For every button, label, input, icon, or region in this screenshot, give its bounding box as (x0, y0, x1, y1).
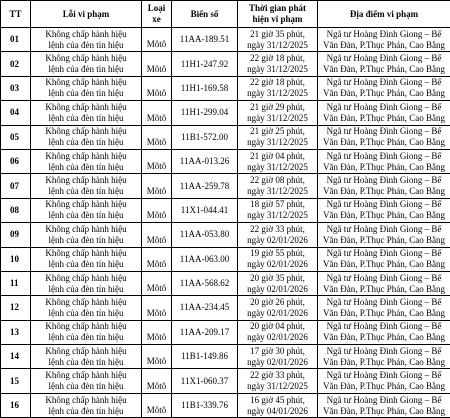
cell-time-line: 20 giờ 26 phút, (250, 296, 305, 307)
cell-location (318, 320, 450, 344)
table-row (1, 369, 450, 393)
cell-plate: 11B1-149.86 (172, 345, 238, 369)
cell-time (238, 369, 318, 393)
cell-plate: 11B1-339.76 (172, 393, 238, 417)
table-row (1, 271, 450, 295)
cell-location-line: Ngã tư Hoàng Đình Giong – Bế (326, 370, 442, 381)
cell-time-line: ngày 31/12/2025 (247, 137, 308, 148)
cell-time-line: ngày 31/12/2025 (247, 112, 308, 123)
cell-location-line: Ngã tư Hoàng Đình Giong – Bế (326, 223, 442, 234)
cell-violation (31, 101, 142, 125)
cell-time-line: ngày 31/12/2025 (247, 381, 308, 392)
header-tt: TT (1, 1, 31, 28)
cell-violation (31, 28, 142, 52)
cell-violation-line: lệnh của đèn tín hiệu (48, 283, 124, 294)
cell-vehicle-type: Môtô (142, 223, 172, 247)
cell-violation-line: Không chấp hành hiệu (45, 126, 127, 137)
header-violation: Lỗi vi phạm (31, 1, 142, 28)
cell-plate: 11AA-063.00 (172, 247, 238, 271)
cell-time-line: ngày 02/01/2026 (247, 356, 308, 367)
cell-vehicle-type: Môtô (142, 320, 172, 344)
cell-time-line: 20 giờ 35 phút, (250, 272, 305, 283)
cell-violation (31, 149, 142, 173)
cell-violation-line: lệnh của đèn tín hiệu (48, 307, 124, 318)
cell-location-line: Văn Đàn, P.Thục Phán, Cao Bằng (323, 356, 445, 367)
cell-time (238, 393, 318, 417)
cell-tt: 03 (1, 76, 31, 100)
cell-vehicle-type: Môtô (142, 28, 172, 52)
cell-plate: 11X1-060.37 (172, 369, 238, 393)
cell-time (238, 345, 318, 369)
cell-location-line: Ngã tư Hoàng Đình Giong – Bế (326, 199, 442, 210)
cell-violation-line: Không chấp hành hiệu (45, 199, 127, 210)
header-time (238, 1, 318, 28)
cell-vehicle-type: Môtô (142, 125, 172, 149)
cell-time-line: 21 giờ 25 phút, (250, 126, 305, 137)
table-header-row (1, 1, 450, 28)
cell-vehicle-type: Môtô (142, 76, 172, 100)
cell-violation-line: lệnh của đèn tín hiệu (48, 39, 124, 50)
cell-violation-line: Không chấp hành hiệu (45, 150, 127, 161)
cell-time (238, 247, 318, 271)
cell-tt: 01 (1, 28, 31, 52)
cell-tt: 13 (1, 320, 31, 344)
cell-time-line: 22 giờ 18 phút, (250, 53, 305, 64)
cell-location-line: Văn Đàn, P.Thục Phán, Cao Bằng (323, 39, 445, 50)
cell-plate: 11H1-247.92 (172, 52, 238, 76)
cell-time-line: 16 giờ 45 phút, (250, 394, 305, 405)
cell-time-line: 18 giờ 57 phút, (250, 199, 305, 210)
cell-violation (31, 247, 142, 271)
cell-plate: 11AA-259.78 (172, 174, 238, 198)
cell-location-line: Ngã tư Hoàng Đình Giong – Bế (326, 53, 442, 64)
header-time-line: Thời gian phát (248, 3, 306, 13)
cell-location (318, 125, 450, 149)
cell-violation-line: lệnh của đèn tín hiệu (48, 112, 124, 123)
table-row (1, 174, 450, 198)
cell-time-line: ngày 02/01/2026 (247, 259, 308, 270)
cell-time (238, 28, 318, 52)
cell-time-line: 22 giờ 33 phút, (250, 370, 305, 381)
cell-violation-line: Không chấp hành hiệu (45, 345, 127, 356)
cell-violation-line: lệnh của đèn tín hiệu (48, 405, 124, 416)
cell-time-line: ngày 31/12/2025 (247, 88, 308, 99)
cell-time-line: 22 giờ 33 phút, (250, 223, 305, 234)
cell-violation-line: lệnh của đèn tín hiệu (48, 64, 124, 75)
cell-location-line: Ngã tư Hoàng Đình Giong – Bế (326, 296, 442, 307)
cell-violation (31, 345, 142, 369)
cell-plate: 11AA-189.51 (172, 28, 238, 52)
cell-violation-line: Không chấp hành hiệu (45, 101, 127, 112)
cell-location (318, 271, 450, 295)
cell-location (318, 393, 450, 417)
cell-time (238, 174, 318, 198)
cell-location (318, 198, 450, 222)
table-row (1, 345, 450, 369)
header-time-line: hiện vi phạm (252, 14, 303, 24)
cell-violation-line: lệnh của đèn tín hiệu (48, 381, 124, 392)
cell-location (318, 76, 450, 100)
cell-violation-line: Không chấp hành hiệu (45, 370, 127, 381)
cell-violation-line: Không chấp hành hiệu (45, 394, 127, 405)
cell-violation-line: Không chấp hành hiệu (45, 175, 127, 186)
cell-violation (31, 52, 142, 76)
cell-location (318, 296, 450, 320)
header-plate: Biển số (172, 1, 238, 28)
cell-location-line: Ngã tư Hoàng Đình Giong – Bế (326, 272, 442, 283)
cell-violation-line: Không chấp hành hiệu (45, 296, 127, 307)
cell-violation-line: Không chấp hành hiệu (45, 223, 127, 234)
cell-tt: 05 (1, 125, 31, 149)
cell-time-line: ngày 31/12/2025 (247, 161, 308, 172)
cell-plate: 11AA-234.45 (172, 296, 238, 320)
cell-tt: 02 (1, 52, 31, 76)
cell-tt: 09 (1, 223, 31, 247)
cell-vehicle-type: Môtô (142, 101, 172, 125)
cell-tt: 16 (1, 393, 31, 417)
cell-time-line: 19 giờ 55 phút, (250, 248, 305, 259)
cell-time (238, 320, 318, 344)
cell-vehicle-type: Môtô (142, 52, 172, 76)
cell-location-line: Ngã tư Hoàng Đình Giong – Bế (326, 248, 442, 259)
cell-location-line: Văn Đàn, P.Thục Phán, Cao Bằng (323, 210, 445, 221)
cell-vehicle-type: Môtô (142, 345, 172, 369)
header-vehicle-type (142, 1, 172, 28)
cell-time-line: ngày 04/01/2026 (247, 405, 308, 416)
cell-location (318, 345, 450, 369)
cell-violation-line: Không chấp hành hiệu (45, 53, 127, 64)
cell-time-line: 22 giờ 18 phút, (250, 77, 305, 88)
cell-vehicle-type: Môtô (142, 174, 172, 198)
table-row (1, 198, 450, 222)
cell-violation-line: lệnh của đèn tín hiệu (48, 88, 124, 99)
cell-time-line: 22 giờ 08 phút, (250, 175, 305, 186)
cell-time-line: ngày 02/01/2026 (247, 332, 308, 343)
cell-tt: 07 (1, 174, 31, 198)
cell-tt: 11 (1, 271, 31, 295)
header-vehicle-type-line: Loại (147, 3, 166, 13)
table-row (1, 296, 450, 320)
table-row (1, 28, 450, 52)
cell-violation-line: Không chấp hành hiệu (45, 248, 127, 259)
cell-time (238, 52, 318, 76)
cell-tt: 04 (1, 101, 31, 125)
cell-location-line: Văn Đàn, P.Thục Phán, Cao Bằng (323, 161, 445, 172)
cell-violation-line: lệnh của đèn tín hiệu (48, 356, 124, 367)
cell-violation (31, 320, 142, 344)
cell-location-line: Ngã tư Hoàng Đình Giong – Bế (326, 345, 442, 356)
table-row (1, 76, 450, 100)
cell-vehicle-type: Môtô (142, 149, 172, 173)
header-vehicle-type-line: xe (152, 14, 161, 24)
cell-plate: 11B1-572.00 (172, 125, 238, 149)
cell-violation (31, 393, 142, 417)
cell-plate: 11H1-299.04 (172, 101, 238, 125)
cell-time (238, 271, 318, 295)
cell-location-line: Văn Đàn, P.Thục Phán, Cao Bằng (323, 381, 445, 392)
cell-tt: 14 (1, 345, 31, 369)
cell-plate: 11H1-169.58 (172, 76, 238, 100)
cell-location (318, 149, 450, 173)
cell-vehicle-type: Môtô (142, 198, 172, 222)
cell-location-line: Ngã tư Hoàng Đình Giong – Bế (326, 175, 442, 186)
cell-violation-line: Không chấp hành hiệu (45, 77, 127, 88)
cell-violation-line: lệnh của đèn tín hiệu (48, 332, 124, 343)
table-row (1, 101, 450, 125)
cell-plate: 11AA-013.26 (172, 149, 238, 173)
cell-location (318, 223, 450, 247)
cell-location (318, 52, 450, 76)
cell-location (318, 101, 450, 125)
cell-time-line: ngày 02/01/2026 (247, 307, 308, 318)
cell-location-line: Văn Đàn, P.Thục Phán, Cao Bằng (323, 112, 445, 123)
cell-violation-line: lệnh của đèn tín hiệu (48, 234, 124, 245)
cell-location-line: Văn Đàn, P.Thục Phán, Cao Bằng (323, 186, 445, 197)
table-row (1, 247, 450, 271)
cell-time (238, 125, 318, 149)
cell-location-line: Ngã tư Hoàng Đình Giong – Bế (326, 77, 442, 88)
cell-location-line: Văn Đàn, P.Thục Phán, Cao Bằng (323, 259, 445, 270)
cell-violation (31, 369, 142, 393)
cell-violation (31, 223, 142, 247)
cell-violation (31, 174, 142, 198)
table-row (1, 393, 450, 417)
cell-time-line: ngày 31/12/2025 (247, 210, 308, 221)
cell-location-line: Ngã tư Hoàng Đình Giong – Bế (326, 150, 442, 161)
cell-location-line: Ngã tư Hoàng Đình Giong – Bế (326, 101, 442, 112)
table-row (1, 223, 450, 247)
cell-time-line: 21 giờ 04 phút, (250, 150, 305, 161)
cell-location-line: Văn Đàn, P.Thục Phán, Cao Bằng (323, 64, 445, 75)
header-location: Địa điểm vi phạm (318, 1, 450, 28)
cell-violation-line: lệnh của đèn tín hiệu (48, 259, 124, 270)
cell-location (318, 28, 450, 52)
cell-time-line: 21 giờ 29 phút, (250, 101, 305, 112)
cell-time-line: ngày 31/12/2025 (247, 186, 308, 197)
table-row (1, 320, 450, 344)
cell-time-line: 17 giờ 30 phút, (250, 345, 305, 356)
cell-time (238, 296, 318, 320)
cell-time (238, 101, 318, 125)
table-row (1, 125, 450, 149)
cell-location-line: Văn Đàn, P.Thục Phán, Cao Bằng (323, 283, 445, 294)
cell-location (318, 247, 450, 271)
cell-time-line: ngày 02/01/2026 (247, 234, 308, 245)
cell-vehicle-type: Môtô (142, 369, 172, 393)
cell-tt: 15 (1, 369, 31, 393)
cell-tt: 12 (1, 296, 31, 320)
cell-time-line: 20 giờ 04 phút, (250, 321, 305, 332)
cell-location-line: Văn Đàn, P.Thục Phán, Cao Bằng (323, 88, 445, 99)
cell-location-line: Văn Đàn, P.Thục Phán, Cao Bằng (323, 307, 445, 318)
cell-location (318, 174, 450, 198)
cell-location-line: Văn Đàn, P.Thục Phán, Cao Bằng (323, 137, 445, 148)
cell-location-line: Ngã tư Hoàng Đình Giong – Bế (326, 28, 442, 39)
cell-location-line: Ngã tư Hoàng Đình Giong – Bế (326, 394, 442, 405)
table-row (1, 149, 450, 173)
cell-plate: 11AA-568.62 (172, 271, 238, 295)
cell-violation (31, 296, 142, 320)
cell-tt: 08 (1, 198, 31, 222)
cell-time (238, 198, 318, 222)
cell-time (238, 149, 318, 173)
cell-violation (31, 271, 142, 295)
cell-location-line: Văn Đàn, P.Thục Phán, Cao Bằng (323, 332, 445, 343)
table-row (1, 52, 450, 76)
cell-violation-line: Không chấp hành hiệu (45, 321, 127, 332)
cell-plate: 11AA-053.80 (172, 223, 238, 247)
cell-vehicle-type: Môtô (142, 247, 172, 271)
cell-violation (31, 198, 142, 222)
cell-time-line: ngày 02/01/2026 (247, 283, 308, 294)
cell-violation-line: lệnh của đèn tín hiệu (48, 210, 124, 221)
cell-vehicle-type: Môtô (142, 296, 172, 320)
cell-time-line: 21 giờ 35 phút, (250, 28, 305, 39)
cell-violation-line: Không chấp hành hiệu (45, 272, 127, 283)
cell-time (238, 76, 318, 100)
cell-tt: 10 (1, 247, 31, 271)
cell-location-line: Ngã tư Hoàng Đình Giong – Bế (326, 321, 442, 332)
cell-violation-line: lệnh của đèn tín hiệu (48, 161, 124, 172)
cell-location-line: Văn Đàn, P.Thục Phán, Cao Bằng (323, 234, 445, 245)
cell-time-line: ngày 31/12/2025 (247, 39, 308, 50)
cell-plate: 11AA-209.17 (172, 320, 238, 344)
cell-violation-line: lệnh của đèn tín hiệu (48, 186, 124, 197)
cell-violation (31, 125, 142, 149)
cell-time-line: ngày 31/12/2025 (247, 64, 308, 75)
cell-tt: 06 (1, 149, 31, 173)
cell-violation-line: lệnh của đèn tín hiệu (48, 137, 124, 148)
cell-violation (31, 76, 142, 100)
cell-time (238, 223, 318, 247)
cell-location-line: Ngã tư Hoàng Đình Giong – Bế (326, 126, 442, 137)
cell-vehicle-type: Môtô (142, 393, 172, 417)
cell-location (318, 369, 450, 393)
cell-plate: 11X1-044.41 (172, 198, 238, 222)
cell-vehicle-type: Môtô (142, 271, 172, 295)
cell-violation-line: Không chấp hành hiệu (45, 28, 127, 39)
cell-location-line: Văn Đàn, P.Thục Phán, Cao Bằng (323, 405, 445, 416)
